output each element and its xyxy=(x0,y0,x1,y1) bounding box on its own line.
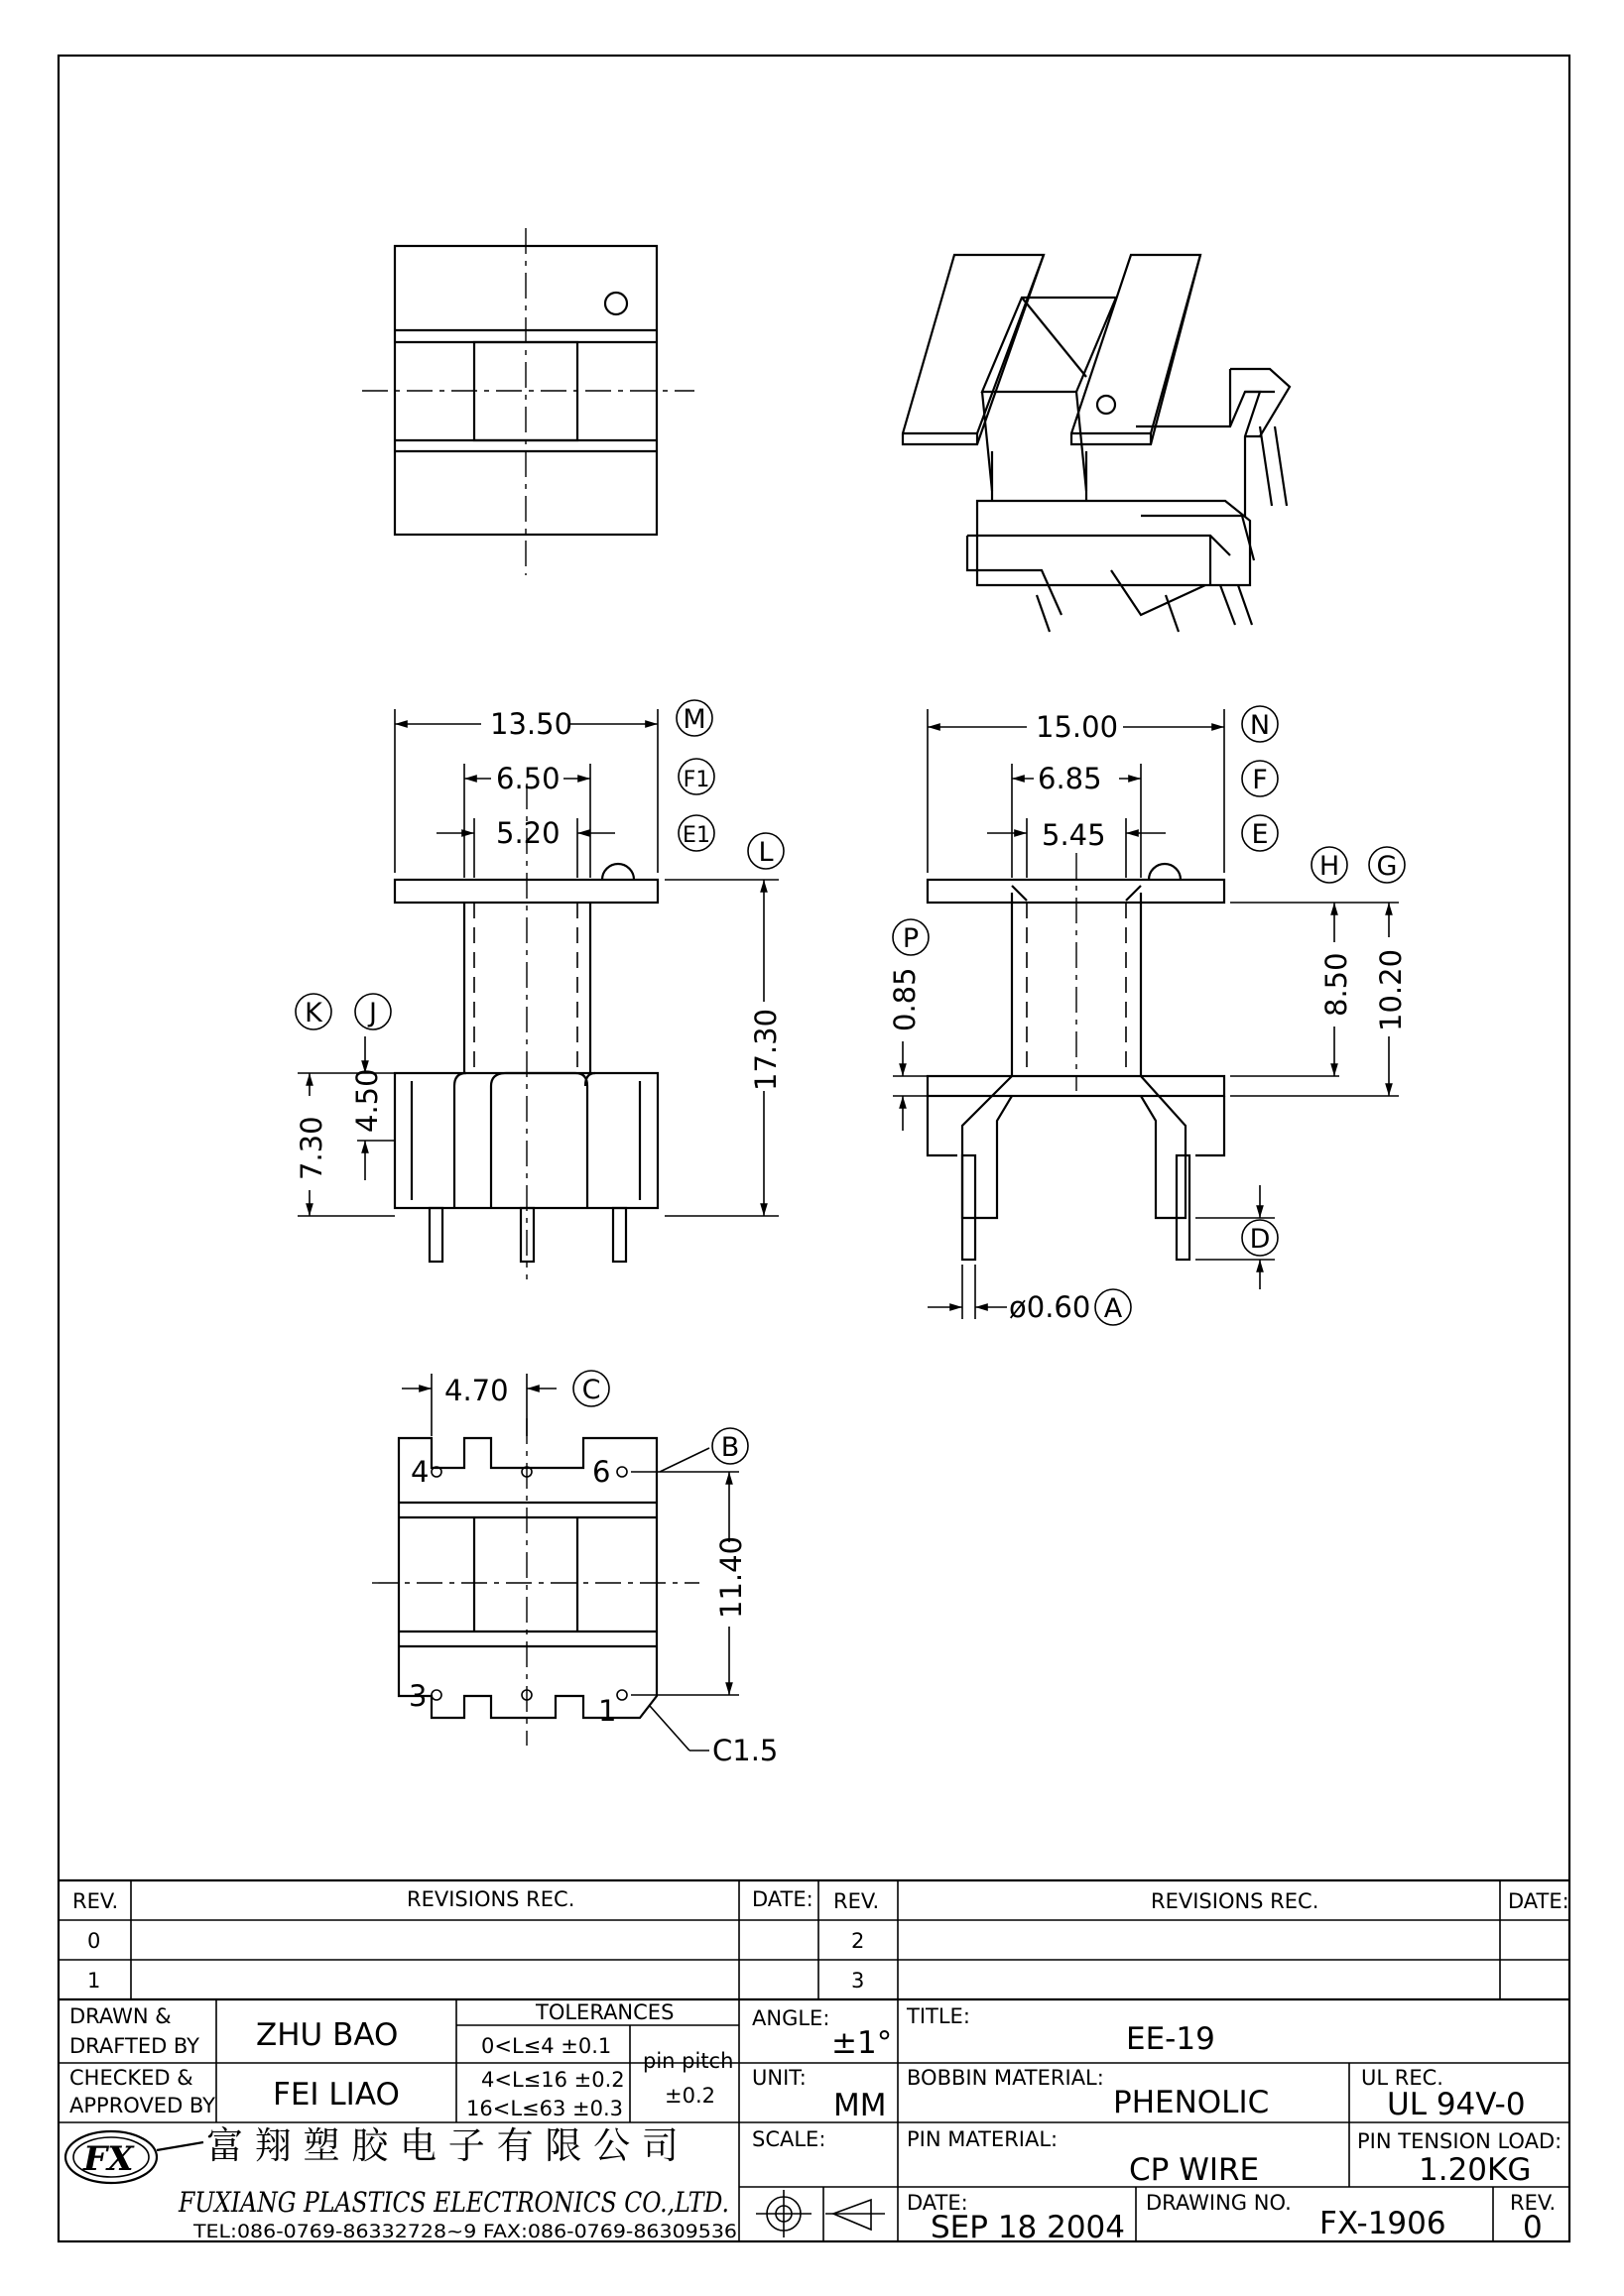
unit-value: MM xyxy=(833,2088,887,2123)
bubble-F xyxy=(1242,761,1278,796)
svg-text:K: K xyxy=(305,998,322,1028)
polarity-mark-icon xyxy=(605,293,627,314)
dim-13-50: 13.50 xyxy=(490,707,573,741)
checked-by-value: FEI LIAO xyxy=(273,2077,400,2113)
bottom-view xyxy=(372,1418,699,1746)
revisions-header-left: REVISIONS REC. xyxy=(407,1887,575,1911)
revisions-header-right: REVISIONS REC. xyxy=(1151,1889,1319,1913)
unit-label: UNIT: xyxy=(752,2066,807,2090)
pin-material-value: CP WIRE xyxy=(1129,2152,1260,2188)
ul-rec-value: UL 94V-0 xyxy=(1387,2087,1526,2122)
dim-15-00: 15.00 xyxy=(1036,710,1119,744)
revisions-table xyxy=(59,1880,1569,1999)
company-logo xyxy=(65,2131,157,2183)
svg-text:F1: F1 xyxy=(683,768,710,792)
svg-text:L: L xyxy=(758,837,774,868)
company-contact: TEL:086-0769-86332728~9 FAX:086-0769-86309536 xyxy=(191,2221,737,2242)
dim-5-20: 5.20 xyxy=(496,816,561,850)
bubble-C xyxy=(573,1371,609,1406)
svg-text:F: F xyxy=(1252,765,1268,795)
dim-6-50: 6.50 xyxy=(496,762,561,795)
pin-4-label: 4 xyxy=(411,1455,430,1489)
dim-6-85: 6.85 xyxy=(1038,762,1102,795)
company-name-cn: 富 翔 塑 胶 电 子 有 限 公 司 xyxy=(206,2124,679,2167)
bubble-G xyxy=(1369,847,1405,883)
bubble-L xyxy=(748,833,784,869)
isometric-view xyxy=(903,255,1290,632)
pin-tension-label: PIN TENSION LOAD: xyxy=(1357,2129,1562,2153)
rev-label: REV. xyxy=(1510,2191,1557,2215)
tolerance-row-3: 16<L≤63 ±0.3 xyxy=(466,2097,624,2120)
svg-text:D: D xyxy=(1249,1224,1271,1255)
date-label: DATE: xyxy=(907,2191,968,2215)
checked-label-2: APPROVED BY xyxy=(69,2094,216,2117)
title-block xyxy=(59,1999,1569,2245)
tolerance-row-2: 4<L≤16 ±0.2 xyxy=(481,2068,625,2092)
projection-symbol-icon xyxy=(756,2190,885,2237)
pin-6-label: 6 xyxy=(592,1455,611,1489)
svg-text:M: M xyxy=(683,704,706,735)
sheet-border xyxy=(59,56,1569,2241)
bubble-J xyxy=(355,994,391,1029)
svg-text:H: H xyxy=(1318,851,1340,882)
dim-17-30: 17.30 xyxy=(749,1008,783,1091)
title-label: TITLE: xyxy=(907,2004,970,2028)
pin-pitch-label: pin pitch xyxy=(643,2049,734,2073)
rev-value: 0 xyxy=(1523,2210,1543,2245)
angle-label: ANGLE: xyxy=(752,2006,830,2030)
bubble-labels xyxy=(296,700,1405,1464)
bubble-K xyxy=(296,994,331,1029)
angle-value: ±1° xyxy=(831,2025,893,2061)
checked-label-1: CHECKED & xyxy=(69,2066,193,2090)
dim-pin-diameter: ø0.60 xyxy=(1009,1290,1091,1324)
company-name-en: FUXIANG PLASTICS ELECTRONICS CO.,LTD. xyxy=(178,2186,729,2219)
date-header-left: DATE: xyxy=(752,1887,813,1911)
svg-text:A: A xyxy=(1103,1293,1123,1324)
dim-chamfer: C1.5 xyxy=(712,1734,779,1767)
title-value: EE-19 xyxy=(1126,2021,1215,2057)
bubble-F1 xyxy=(679,759,714,794)
bubble-P xyxy=(893,919,929,955)
rev-row-1: 1 xyxy=(87,1969,101,1993)
svg-text:E: E xyxy=(1251,819,1269,850)
svg-text:FX: FX xyxy=(83,2139,134,2179)
bubble-N xyxy=(1242,706,1278,742)
date-value: SEP 18 2004 xyxy=(931,2210,1126,2245)
side-view xyxy=(928,853,1224,1260)
dim-4-70: 4.70 xyxy=(444,1374,509,1407)
tolerance-row-1: 0<L≤4 ±0.1 xyxy=(481,2034,612,2058)
svg-text:G: G xyxy=(1376,851,1398,882)
side-view-dimensions xyxy=(888,709,1408,1324)
top-view xyxy=(362,228,694,575)
drawn-label-2: DRAFTED BY xyxy=(69,2034,200,2058)
dim-4-50: 4.50 xyxy=(350,1068,384,1133)
drawn-by-value: ZHU BAO xyxy=(256,2017,399,2053)
rev-row-3: 3 xyxy=(851,1969,865,1993)
svg-text:B: B xyxy=(720,1432,740,1463)
pin-3-label: 3 xyxy=(409,1679,428,1713)
svg-text:C: C xyxy=(581,1375,601,1405)
svg-text:P: P xyxy=(902,923,920,954)
bubble-M xyxy=(677,700,712,736)
drawing-no-label: DRAWING NO. xyxy=(1146,2191,1292,2215)
pin-material-label: PIN MATERIAL: xyxy=(907,2127,1059,2151)
bubble-H xyxy=(1312,847,1347,883)
drawing-no-value: FX-1906 xyxy=(1319,2206,1446,2241)
dim-10-20: 10.20 xyxy=(1374,948,1408,1031)
svg-text:E1: E1 xyxy=(683,823,710,848)
ul-rec-label: UL REC. xyxy=(1361,2066,1443,2090)
scale-label: SCALE: xyxy=(752,2127,826,2151)
bobbin-material-value: PHENOLIC xyxy=(1113,2085,1270,2120)
pin-tension-value: 1.20KG xyxy=(1419,2152,1532,2188)
dim-5-45: 5.45 xyxy=(1042,818,1106,852)
date-header-right: DATE: xyxy=(1508,1889,1569,1913)
pin-1-label: 1 xyxy=(598,1694,617,1728)
bobbin-material-label: BOBBIN MATERIAL: xyxy=(907,2066,1104,2090)
drawn-label-1: DRAWN & xyxy=(69,2004,172,2028)
rev-header-right: REV. xyxy=(833,1889,880,1913)
bubble-E xyxy=(1242,815,1278,851)
pin-pitch-value: ±0.2 xyxy=(665,2084,715,2108)
bubble-A xyxy=(1095,1289,1131,1325)
svg-text:N: N xyxy=(1249,710,1271,741)
dim-0-85: 0.85 xyxy=(888,967,922,1031)
tolerances-title: TOLERANCES xyxy=(536,2000,675,2024)
dim-11-40: 11.40 xyxy=(714,1535,748,1619)
dim-8-50: 8.50 xyxy=(1319,952,1353,1017)
rev-row-2: 2 xyxy=(851,1929,865,1953)
rev-row-0: 0 xyxy=(87,1929,101,1953)
dim-7-30: 7.30 xyxy=(295,1116,328,1180)
bubble-E1 xyxy=(679,815,714,851)
svg-text:J: J xyxy=(369,998,377,1028)
bubble-B xyxy=(712,1428,748,1464)
front-view xyxy=(395,784,658,1279)
rev-header-left: REV. xyxy=(72,1889,119,1913)
bubble-D xyxy=(1242,1220,1278,1256)
